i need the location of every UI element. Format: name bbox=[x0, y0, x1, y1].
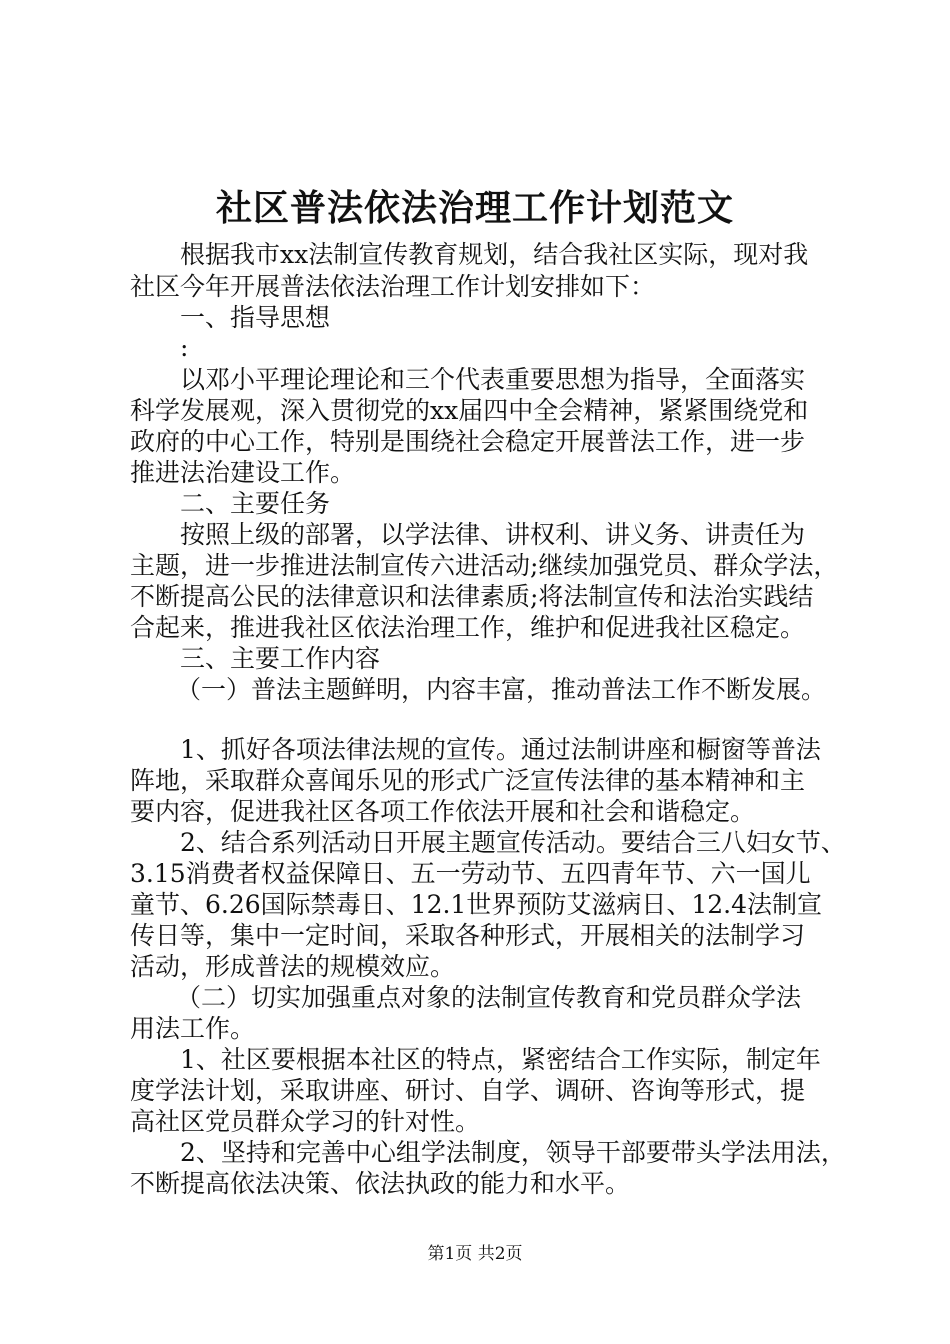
body-line: 根据我市xx法制宣传教育规划，结合我社区实际，现对我 bbox=[180, 240, 809, 269]
body-line: 不断提高依法决策、依法执政的能力和水平。 bbox=[130, 1169, 631, 1198]
body-line: 童节、6.26国际禁毒日、12.1世界预防艾滋病日、12.4法制宣 bbox=[130, 890, 822, 919]
body-line: 以邓小平理论理论和三个代表重要思想为指导，全面落实 bbox=[180, 365, 806, 394]
body-line: 传日等，集中一定时间，采取各种形式，开展相关的法制学习 bbox=[130, 921, 806, 950]
subsection-heading: （一）普法主题鲜明，内容丰富，推动普法工作不断发展。 bbox=[176, 675, 827, 704]
subsection-heading: （二）切实加强重点对象的法制宣传教育和党员群众学法 bbox=[176, 983, 802, 1012]
body-line: 政府的中心工作，特别是围绕社会稳定开展普法工作，进一步 bbox=[130, 427, 806, 456]
page-number: 第1页 共2页 bbox=[427, 1244, 523, 1264]
body-line: 用法工作。 bbox=[130, 1014, 256, 1043]
body-line: 3.15消费者权益保障日、五一劳动节、五四青年节、六一国儿 bbox=[130, 859, 811, 888]
section-heading: 二、主要任务 bbox=[180, 489, 331, 518]
body-line: 主题，进一步推进法制宣传六进活动;继续加强党员、群众学法， bbox=[130, 551, 839, 580]
body-line: 2、坚持和完善中心组学法制度，领导干部要带头学法用法， bbox=[180, 1138, 846, 1167]
body-line: 2、结合系列活动日开展主题宣传活动。要结合三八妇女节、 bbox=[180, 828, 846, 857]
body-line: : bbox=[180, 333, 189, 362]
body-line: 1、社区要根据本社区的特点，紧密结合工作实际，制定年 bbox=[180, 1045, 821, 1074]
body-line: 要内容，促进我社区各项工作依法开展和社会和谐稳定。 bbox=[130, 797, 756, 826]
body-line: 按照上级的部署，以学法律、讲权利、讲义务、讲责任为 bbox=[180, 520, 806, 549]
body-line: 度学法计划，采取讲座、研讨、自学、调研、咨询等形式，提 bbox=[130, 1076, 806, 1105]
body-line: 不断提高公民的法律意识和法律素质;将法制宣传和法治实践结 bbox=[130, 582, 814, 611]
body-line: 1、抓好各项法律法规的宣传。通过法制讲座和橱窗等普法 bbox=[180, 735, 821, 764]
document-title: 社区普法依法治理工作计划范文 bbox=[215, 187, 734, 229]
body-line: 推进法治建设工作。 bbox=[130, 458, 356, 487]
body-line: 科学发展观，深入贯彻党的xx届四中全会精神，紧紧围绕党和 bbox=[130, 396, 809, 425]
body-line: 活动，形成普法的规模效应。 bbox=[130, 952, 456, 981]
body-line: 社区今年开展普法依法治理工作计划安排如下： bbox=[130, 272, 656, 301]
section-heading: 一、指导思想 bbox=[180, 303, 331, 332]
body-line: 高社区党员群众学习的针对性。 bbox=[130, 1107, 481, 1136]
body-line: 合起来，推进我社区依法治理工作，维护和促进我社区稳定。 bbox=[130, 613, 806, 642]
section-heading: 三、主要工作内容 bbox=[180, 644, 381, 673]
body-line: 阵地，采取群众喜闻乐见的形式广泛宣传法律的基本精神和主 bbox=[130, 766, 806, 795]
